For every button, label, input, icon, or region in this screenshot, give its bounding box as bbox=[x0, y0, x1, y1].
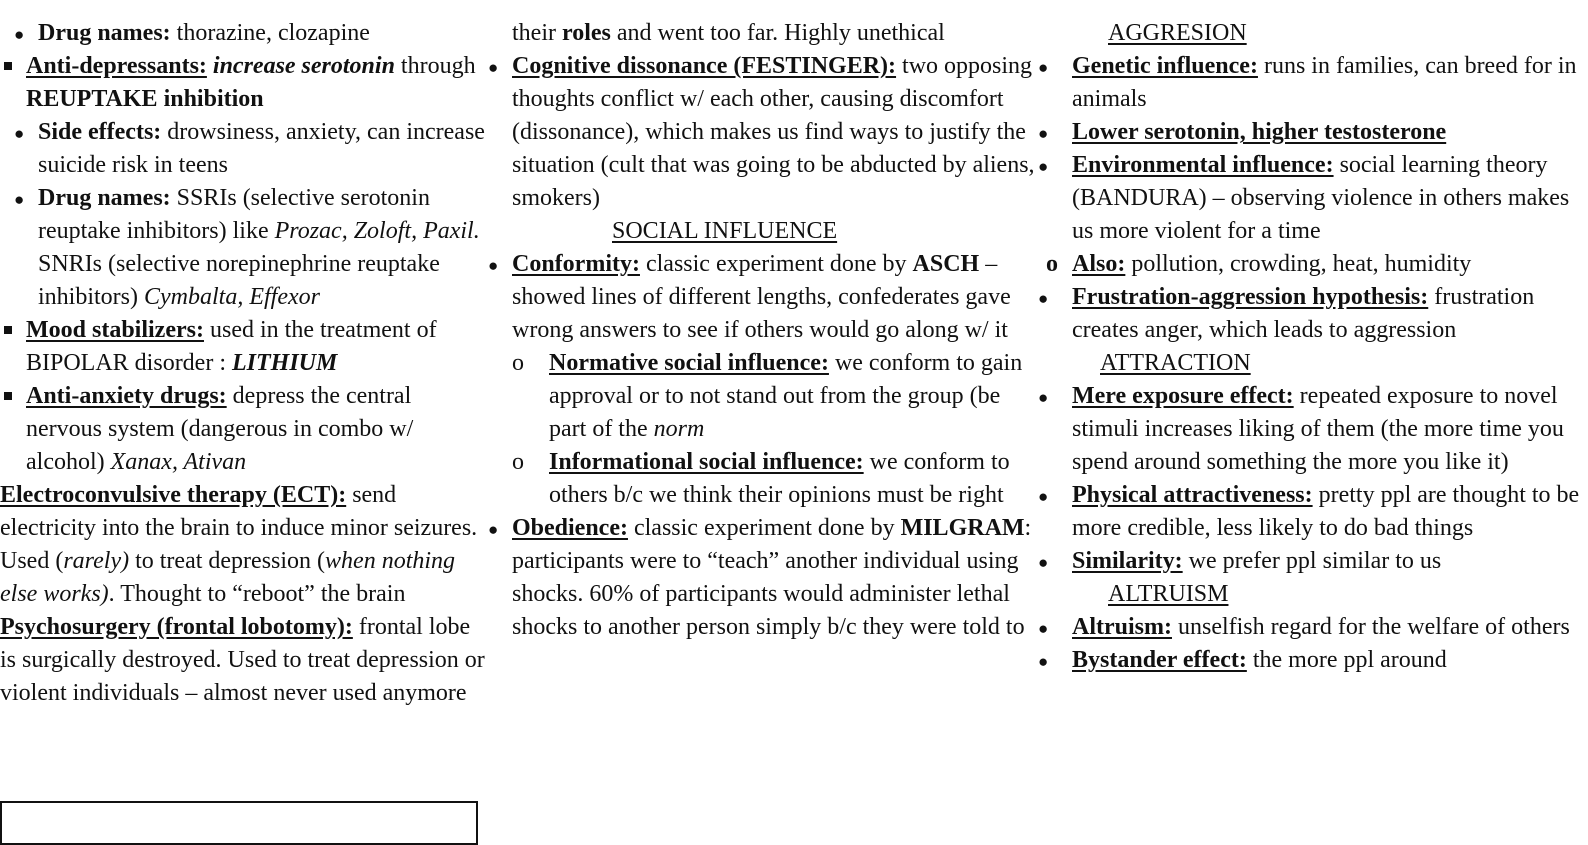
list-item: ● Mere exposure effect: repeated exposure to novel stimuli increases liking of them (the more time you spend around something the more you like it) bbox=[1048, 380, 1588, 479]
bullet-icon bbox=[1038, 545, 1048, 579]
list-item: ● Drug names: thorazine, clozapine bbox=[0, 17, 485, 50]
bullet-icon bbox=[1038, 644, 1048, 678]
list-item: Mood stabilizers: used in the treatment of BIPOLAR disorder : LITHIUM bbox=[0, 314, 485, 380]
bullet-icon bbox=[488, 512, 498, 546]
bullet-icon bbox=[1038, 611, 1048, 645]
list-item: Anti-depressants: increase serotonin through REUPTAKE inhibition bbox=[0, 50, 485, 116]
section-heading: ALTRUISM bbox=[1108, 581, 1229, 607]
list-item: ● Obedience: classic experiment done by MILGRAM: participants were to “teach” another individual using shocks. 60% of participants would administer lethal shocks to another person simply b/c they were told to bbox=[496, 512, 1041, 644]
column-middle bbox=[496, 17, 1041, 644]
list-item: Anti-anxiety drugs: depress the central nervous system (dangerous in combo w/ alcohol) Xanax, Ativan bbox=[0, 380, 485, 479]
bullet-icon bbox=[1038, 281, 1048, 315]
list-item: ● Altruism: unselfish regard for the welfare of others bbox=[1048, 611, 1588, 644]
list-item: ● Side effects: drowsiness, anxiety, can increase suicide risk in teens bbox=[0, 116, 485, 182]
list-item: ● Physical attractiveness: pretty ppl are thought to be more credible, less likely to do bad things bbox=[1048, 479, 1588, 545]
paragraph: Electroconvulsive therapy (ECT): send electricity into the brain to induce minor seizures. Used (rarely) to treat depression (when nothing else works). Thought to “reboot” the brain bbox=[0, 482, 478, 607]
list-item: ● Similarity: we prefer ppl similar to us bbox=[1048, 545, 1588, 578]
list-item: ● Bystander effect: the more ppl around bbox=[1048, 644, 1588, 677]
paragraph: Psychosurgery (frontal lobotomy): frontal lobe is surgically destroyed. Used to treat depression or violent individuals – almost never used anymore bbox=[0, 614, 485, 706]
square-bullet-icon bbox=[4, 62, 12, 70]
section-heading: AGGRESION bbox=[1108, 20, 1247, 46]
section-heading: ATTRACTION bbox=[1100, 350, 1251, 376]
circle-bullet-icon bbox=[1046, 248, 1058, 281]
square-bullet-icon bbox=[4, 392, 12, 400]
bullet-icon bbox=[488, 248, 498, 282]
column-left bbox=[0, 17, 485, 710]
list-item: ● Lower serotonin, higher testosterone bbox=[1048, 116, 1588, 149]
list-item: ● Frustration-aggression hypothesis: frustration creates anger, which leads to aggression bbox=[1048, 281, 1588, 347]
bullet-icon bbox=[14, 17, 24, 51]
paragraph: their roles and went too far. Highly unethical bbox=[512, 20, 945, 46]
list-item: ● Drug names: SSRIs (selective serotonin reuptake inhibitors) like Prozac, Zoloft, Paxil. SNRIs (selective norepinephrine reuptake inhibitors) Cymbalta, Effexor bbox=[0, 182, 485, 314]
section-heading: SOCIAL INFLUENCE bbox=[612, 218, 838, 244]
list-item: ● Conformity: classic experiment done by ASCH – showed lines of different lengths, confederates gave wrong answers to see if others would go along w/ it bbox=[496, 248, 1041, 347]
bullet-icon bbox=[488, 50, 498, 84]
list-item: ● Environmental influence: social learning theory (BANDURA) – observing violence in others makes us more violent for a time bbox=[1048, 149, 1588, 248]
bullet-icon bbox=[1038, 149, 1048, 183]
bullet-icon bbox=[14, 182, 24, 216]
list-item: o Informational social influence: we conform to others b/c we think their opinions must be right bbox=[496, 446, 1041, 512]
bullet-icon bbox=[1038, 380, 1048, 414]
bullet-icon bbox=[14, 116, 24, 150]
circle-bullet-icon bbox=[512, 347, 524, 380]
square-bullet-icon bbox=[4, 326, 12, 334]
bullet-icon bbox=[1038, 116, 1048, 150]
list-item: ● Genetic influence: runs in families, can breed for in animals bbox=[1048, 50, 1588, 116]
list-item: o Normative social influence: we conform to gain approval or to not stand out from the group (be part of the norm bbox=[496, 347, 1041, 446]
list-item: ● Cognitive dissonance (FESTINGER): two opposing thoughts conflict w/ each other, causing discomfort (dissonance), which makes us find ways to justify the situation (cult that was going to be abducted by aliens, smokers) bbox=[496, 50, 1041, 215]
circle-bullet-icon bbox=[512, 446, 524, 479]
list-item: o Also: pollution, crowding, heat, humidity bbox=[1048, 248, 1588, 281]
bullet-icon bbox=[1038, 479, 1048, 513]
bordered-box bbox=[0, 801, 478, 845]
column-right bbox=[1048, 17, 1588, 677]
bullet-icon bbox=[1038, 50, 1048, 84]
